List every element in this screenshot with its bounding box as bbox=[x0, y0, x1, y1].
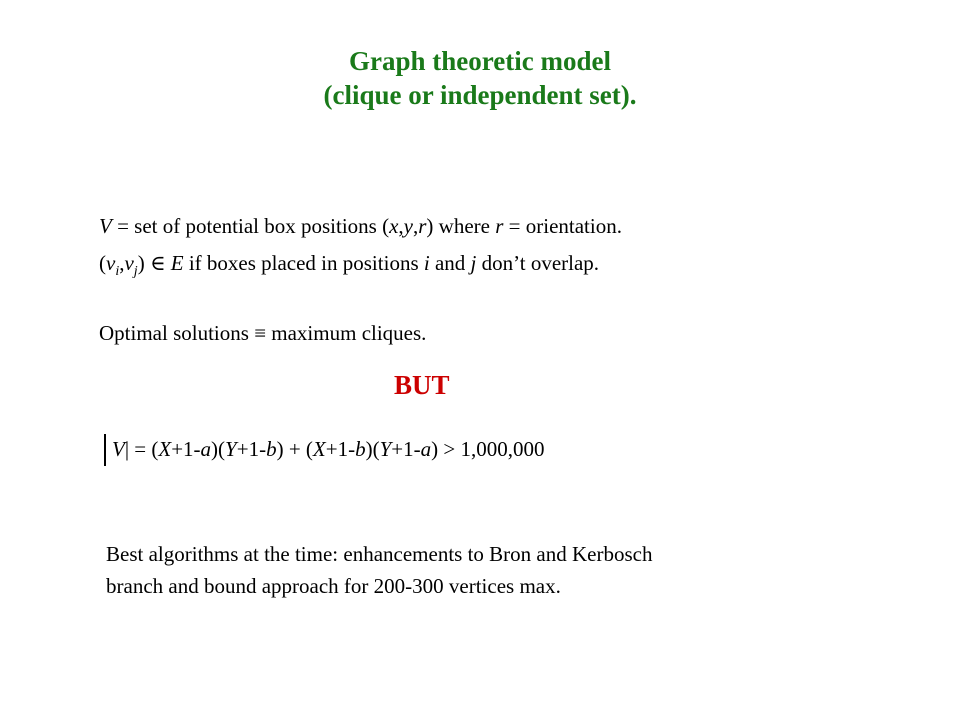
vertex-count-formula: V| = (X+1-a)(Y+1-b) + (X+1-b)(Y+1-a) > 1,000,000 bbox=[112, 437, 545, 461]
slide-title bbox=[0, 44, 960, 112]
abs-bar bbox=[104, 434, 106, 466]
but-heading: BUT bbox=[394, 370, 450, 400]
optimal-solutions-line: Optimal solutions ≡ maximum cliques. bbox=[99, 321, 427, 345]
edge-definition: $(v_i,v_j)$ ∈ E if boxes placed in positions i and j don’t overlap. bbox=[99, 251, 600, 280]
vertex-definition: V = set of potential box positions (x,y,r) where r = orientation. bbox=[99, 214, 622, 238]
best-algorithms-line1: Best algorithms at the time: enhancements to Bron and Kerbosch bbox=[106, 542, 653, 566]
best-algorithms-line2: branch and bound approach for 200-300 vertices max. bbox=[106, 574, 561, 598]
element-of-symbol: ∈ bbox=[149, 251, 166, 275]
slide-title-line1: Graph theoretic model bbox=[349, 46, 611, 76]
equivalence-symbol: ≡ bbox=[254, 321, 267, 345]
best-algorithms-note bbox=[106, 538, 652, 602]
slide-title-line2: (clique or independent set). bbox=[323, 80, 637, 110]
